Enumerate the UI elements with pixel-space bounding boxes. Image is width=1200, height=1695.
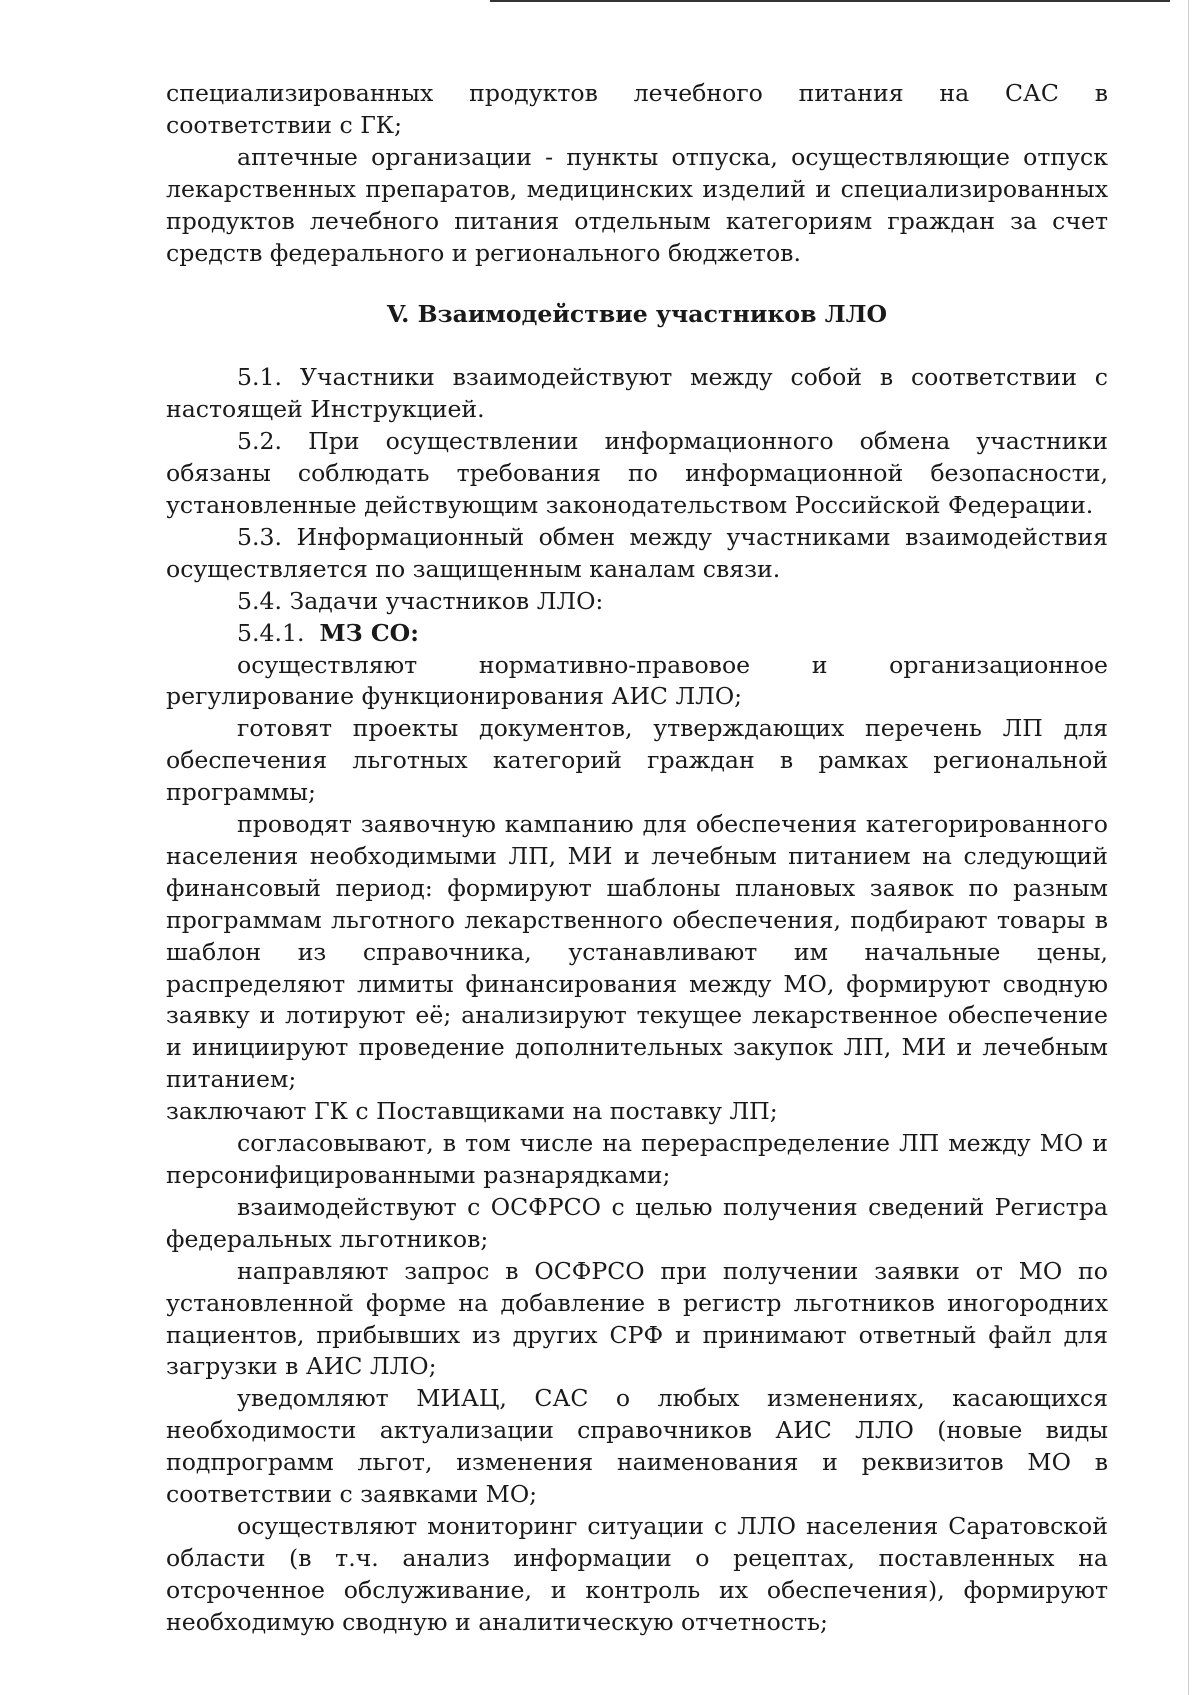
paragraph-5-4: 5.4. Задачи участников ЛЛО: bbox=[237, 586, 604, 615]
paragraph-5-4-1 bbox=[166, 618, 1108, 650]
subsection-number: 5.4.1. bbox=[237, 618, 305, 647]
list-item-contracts: заключают ГК с Поставщиками на поставку ЛП; bbox=[166, 1097, 778, 1126]
paragraph-5-3: 5.3. Информационный обмен между участниками взаимодействия осуществляется по защищенным каналам связи. bbox=[166, 522, 1108, 583]
subsection-title: МЗ СО: bbox=[319, 618, 419, 647]
section-title: V. Взаимодействие участников ЛЛО bbox=[386, 300, 888, 329]
list-item-approvals: согласовывают, в том числе на перераспределение ЛП между МО и персонифицированными разнарядками; bbox=[166, 1129, 1108, 1189]
list-item-regulation: осуществляют нормативно-правовое и организационное регулирование функционирования АИС ЛЛО; bbox=[166, 650, 1108, 711]
page-right-edge bbox=[1188, 0, 1189, 1695]
document-body bbox=[166, 78, 1108, 1639]
list-item-draft-documents: готовят проекты документов, утверждающих перечень ЛП для обеспечения льготных категорий граждан в рамках региональной программы; bbox=[166, 714, 1108, 807]
top-border-line bbox=[490, 0, 1170, 2]
list-item-application-campaign: проводят заявочную кампанию для обеспечения категорированного населения необходимыми ЛП, МИ и лечебным питанием на следующий финансовый период: формируют шаблоны плановых заявок по разным программам льготного лекарственного обеспечения, подбирают товары в шаблон из справочника, устанавливают им начальные цены, распределяют лимиты финансирования между МО, формируют сводную заявку и лотируют её; анализируют текущее лекарственное обеспечение и инициируют проведение дополнительных закупок ЛП, МИ и лечебным питанием; bbox=[166, 810, 1108, 1094]
list-item-monitoring: осуществляют мониторинг ситуации с ЛЛО населения Саратовской области (в т.ч. анализ информации о рецептах, поставленных на отсроченное обслуживание, и контроль их обеспечения), формируют необходимую сводную и аналитическую отчетность; bbox=[166, 1511, 1108, 1636]
paragraph-continuation: специализированных продуктов лечебного питания на САС в соответствии с ГК; bbox=[166, 79, 1108, 139]
list-item-notifications: уведомляют МИАЦ, САС о любых изменениях, касающихся необходимости актуализации справочников АИС ЛЛО (новые виды подпрограмм льгот, изменения наименования и реквизитов МО в соответствии с заявками МО; bbox=[166, 1384, 1108, 1509]
list-item-osfrso-interaction: взаимодействуют с ОСФРСО с целью получения сведений Регистра федеральных льготников; bbox=[166, 1192, 1108, 1253]
paragraph-pharmacy-organizations: аптечные организации - пункты отпуска, осуществляющие отпуск лекарственных препаратов, медицинских изделий и специализированных продуктов лечебного питания отдельным категориям граждан за счет средств федерального и регионального бюджетов. bbox=[166, 142, 1108, 267]
paragraph-5-1: 5.1. Участники взаимодействуют между собой в соответствии с настоящей Инструкцией. bbox=[166, 363, 1108, 424]
paragraph-5-2: 5.2. При осуществлении информационного обмена участники обязаны соблюдать требования по информационной безопасности, установленные действующим законодательством Российской Федерации. bbox=[166, 427, 1108, 519]
list-item-osfrso-request: направляют запрос в ОСФРСО при получении заявки от МО по установленной форме на добавление в регистр льготников иногородних пациентов, прибывших из других СРФ и принимают ответный файл для загрузки в АИС ЛЛО; bbox=[166, 1256, 1108, 1381]
